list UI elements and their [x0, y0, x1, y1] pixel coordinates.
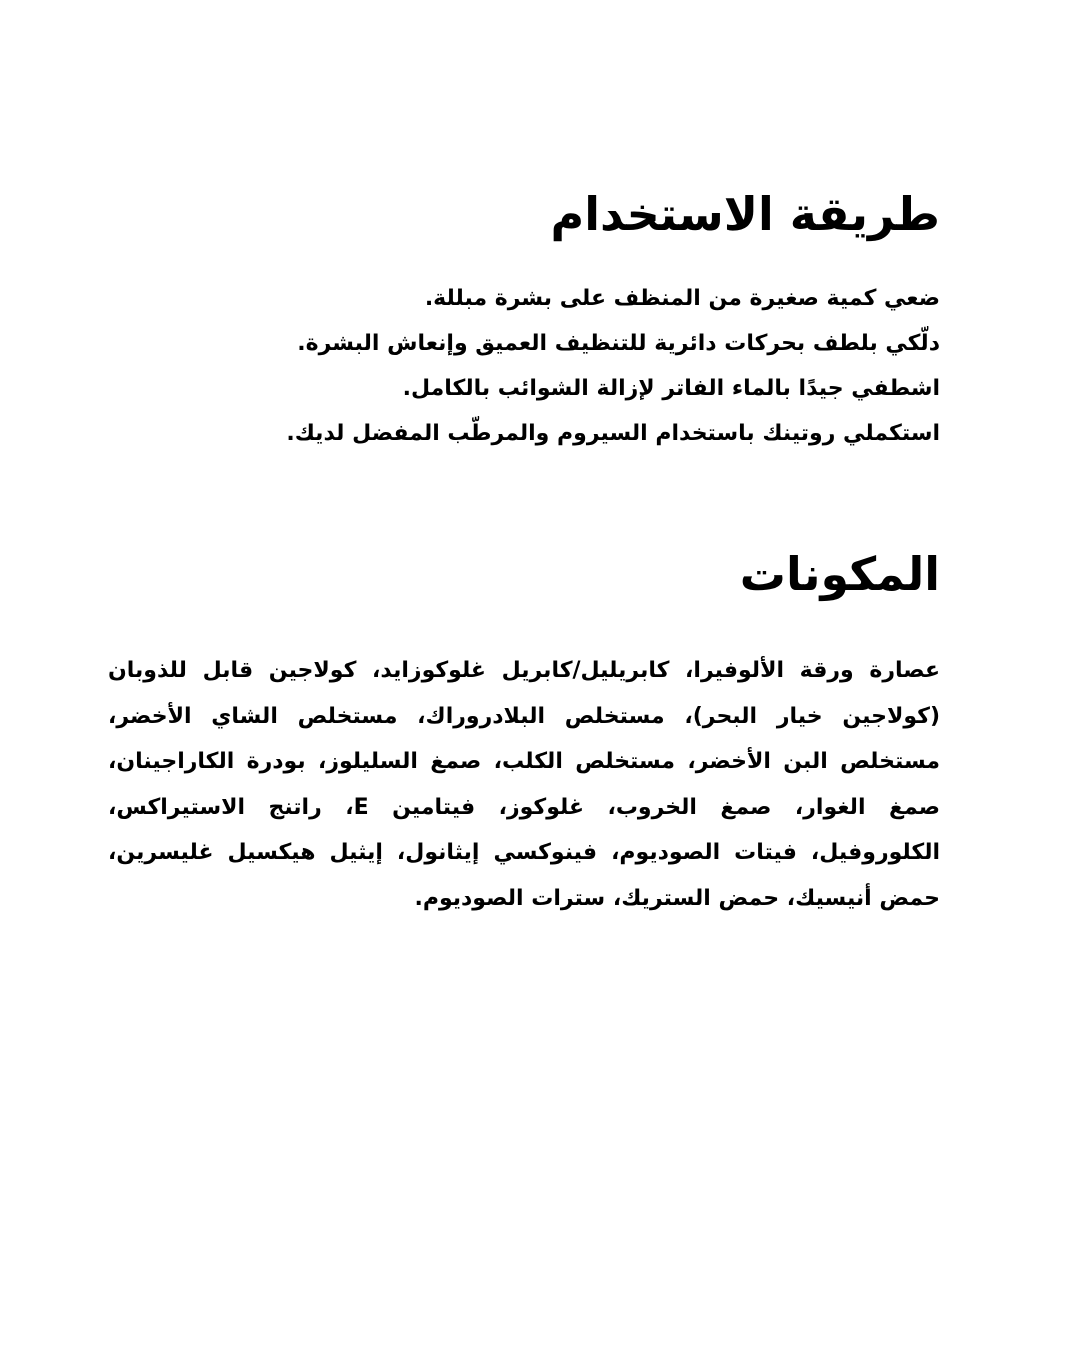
usage-steps-list	[108, 276, 940, 456]
usage-step: اشطفي جيدًا بالماء الفاتر لإزالة الشوائب بالكامل.	[402, 376, 940, 401]
ingredients-title: المكونات	[739, 547, 940, 601]
usage-title: طريقة الاستخدام	[550, 187, 940, 241]
usage-step: دلّكي بلطف بحركات دائرية للتنظيف العميق وإنعاش البشرة.	[297, 331, 940, 356]
ingredients-section	[108, 538, 940, 921]
usage-step: استكملي روتينك باستخدام السيروم والمرطّب المفضل لديك.	[286, 421, 940, 446]
usage-section	[108, 178, 940, 456]
usage-step: ضعي كمية صغيرة من المنظف على بشرة مبللة.	[424, 286, 940, 311]
ingredients-text: عصارة ورقة الألوفيرا، كابريليل/كابريل غلوكوزايد، كولاجين قابل للذوبان (كولاجين خيار البحر)، مستخلص البلادروراك، مستخلص الشاي الأخضر، مستخلص البن الأخضر، مستخلص الكلب، صمغ السليلوز، بودرة الكاراجينان، صمغ الغوار، صمغ الخروب، غلوكوز، فيتامين E، راتنج الاستيراكس، الكلوروفيل، فيتات الصوديوم، فينوكسي إيثانول، إيثيل هيكسيل غليسرين، حمض أنيسيك، حمض الستريك، سترات الصوديوم.	[108, 658, 940, 911]
